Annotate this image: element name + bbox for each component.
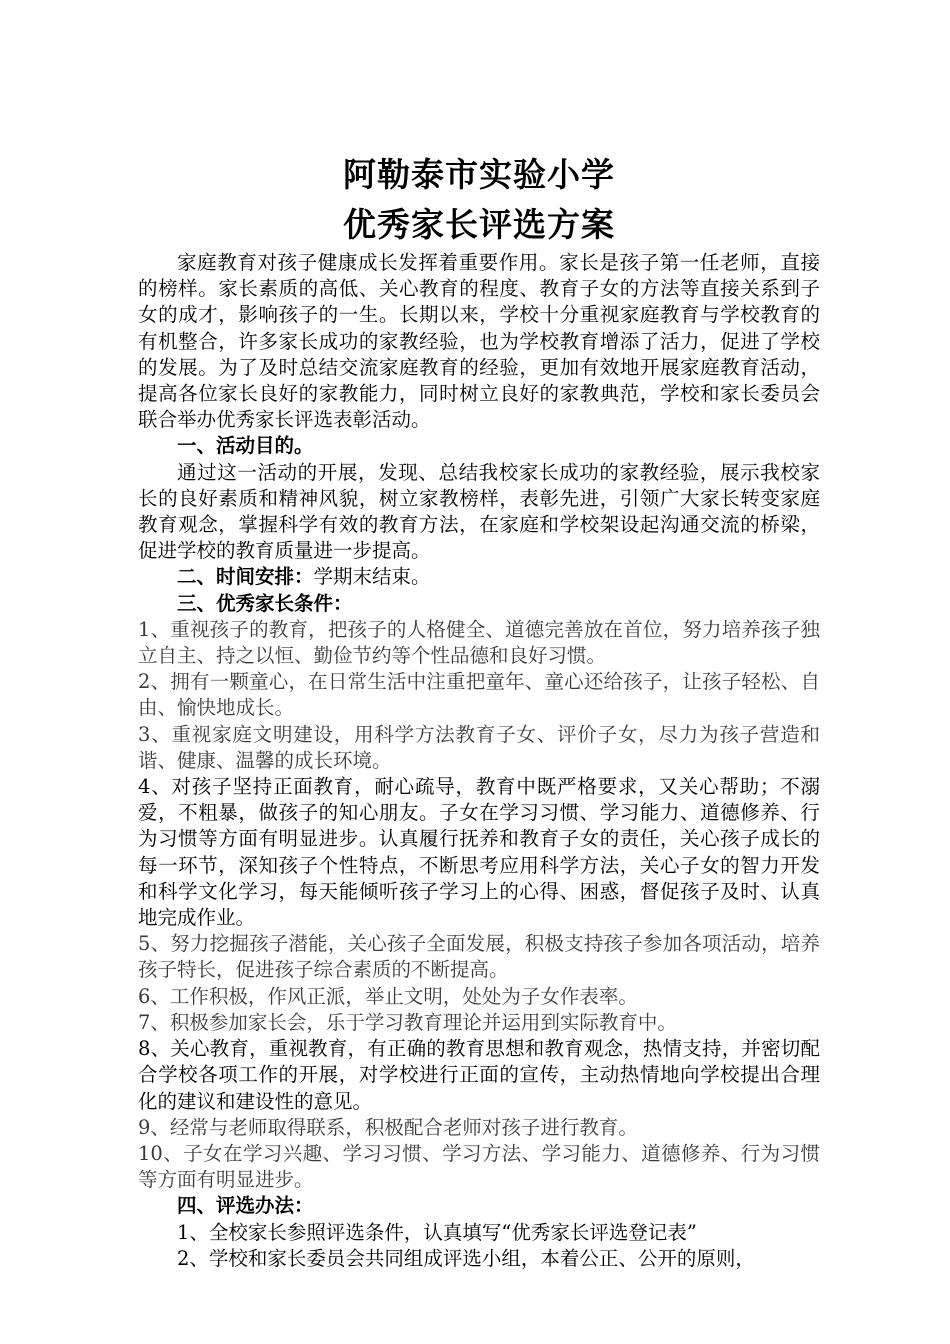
section1-body: 通过这一活动的开展，发现、总结我校家长成功的家教经验，展示我校家长的良好素质和精神风貌，树立家教榜样，表彰先进，引领广大家长转变家庭教育观念，掌握科学有效的教育方法，在家庭和学校架设起沟通交流的桥梁，促进学校的教育质量进一步提高。 (138, 460, 820, 563)
criteria-item-2: 2、拥有一颗童心，在日常生活中注重把童年、童心还给孩子，让孩子轻松、自由、愉快地成长。 (138, 670, 820, 720)
section1-heading: 一、活动目的。 (177, 434, 314, 458)
section2-body: 学期末结束。 (313, 565, 431, 589)
section2-line (138, 564, 820, 590)
section3-heading: 三、优秀家长条件： (177, 591, 353, 615)
section2-heading: 二、时间安排： (177, 565, 314, 589)
criteria-item-5: 5、努力挖掘孩子潜能，关心孩子全面发展，积极支持孩子参加各项活动，培养孩子特长，促进孩子综合素质的不断提高。 (138, 932, 820, 982)
criteria-item-10: 10、子女在学习兴趣、学习习惯、学习方法、学习能力、道德修养、行为习惯等方面有明显进步。 (138, 1141, 820, 1192)
intro-paragraph: 家庭教育对孩子健康成长发挥着重要作用。家长是孩子第一任老师，直接的榜样。家长素质的高低、关心教育的程度、教育子女的方法等直接关系到子女的成才，影响孩子的一生。长期以来，学校十分重视家庭教育与学校教育的有机整合，许多家长成功的家教经验，也为学校教育增添了活力，促进了学校的发展。为了及时总结交流家庭教育的经验，更加有效地开展家庭教育活动，提高各位家长良好的家教能力，同时树立良好的家教典范，学校和家长委员会联合举办优秀家长评选表彰活动。 (138, 251, 820, 432)
criteria-item-3: 3、重视家庭文明建设，用科学方法教育子女、评价子女，尽力为孩子营造和谐、健康、温馨的成长环境。 (138, 722, 820, 772)
section4-heading: 四、评选办法： (177, 1194, 314, 1218)
criteria-item-9: 9、经常与老师取得联系，积极配合老师对孩子进行教育。 (138, 1115, 638, 1139)
document-page (138, 150, 820, 1272)
criteria-item-1: 1、重视孩子的教育，把孩子的人格健全、道德完善放在首位，努力培养孩子独立自主、持之以恒、勤俭节约等个性品德和良好习惯。 (138, 617, 820, 668)
criteria-item-6: 6、工作积极，作风正派，举止文明，处处为子女作表率。 (138, 984, 638, 1008)
criteria-item-4: 4、对孩子坚持正面教育，耐心疏导，教育中既严格要求，又关心帮助；不溺爱，不粗暴，做孩子的知心朋友。子女在学习习惯、学习能力、道德修养、行为习惯等方面有明显进步。认真履行抚养和教育子女的责任，关心孩子成长的每一环节，深知孩子个性特点，不断思考应用科学方法，关心子女的智力开发和科学文化学习，每天能倾听孩子学习上的心得、困惑，督促孩子及时、认真地完成作业。 (138, 775, 820, 930)
method-item-2: 2、学校和家长委员会共同组成评选小组，本着公正、公开的原则， (177, 1246, 755, 1270)
criteria-item-7: 7、积极参加家长会，乐于学习教育理论并运用到实际教育中。 (138, 1010, 677, 1034)
criteria-item-8: 8、关心教育，重视教育，有正确的教育思想和教育观念，热情支持，并密切配合学校各项工作的开展，对学校进行正面的宣传，主动热情地向学校提出合理化的建议和建设性的意见。 (138, 1037, 820, 1113)
method-item-1: 1、全校家长参照评选条件，认真填写“优秀家长评选登记表” (177, 1220, 697, 1244)
document-title-line1: 阿勒泰市实验小学 (343, 155, 615, 194)
document-title-line2: 优秀家长评选方案 (343, 205, 615, 244)
